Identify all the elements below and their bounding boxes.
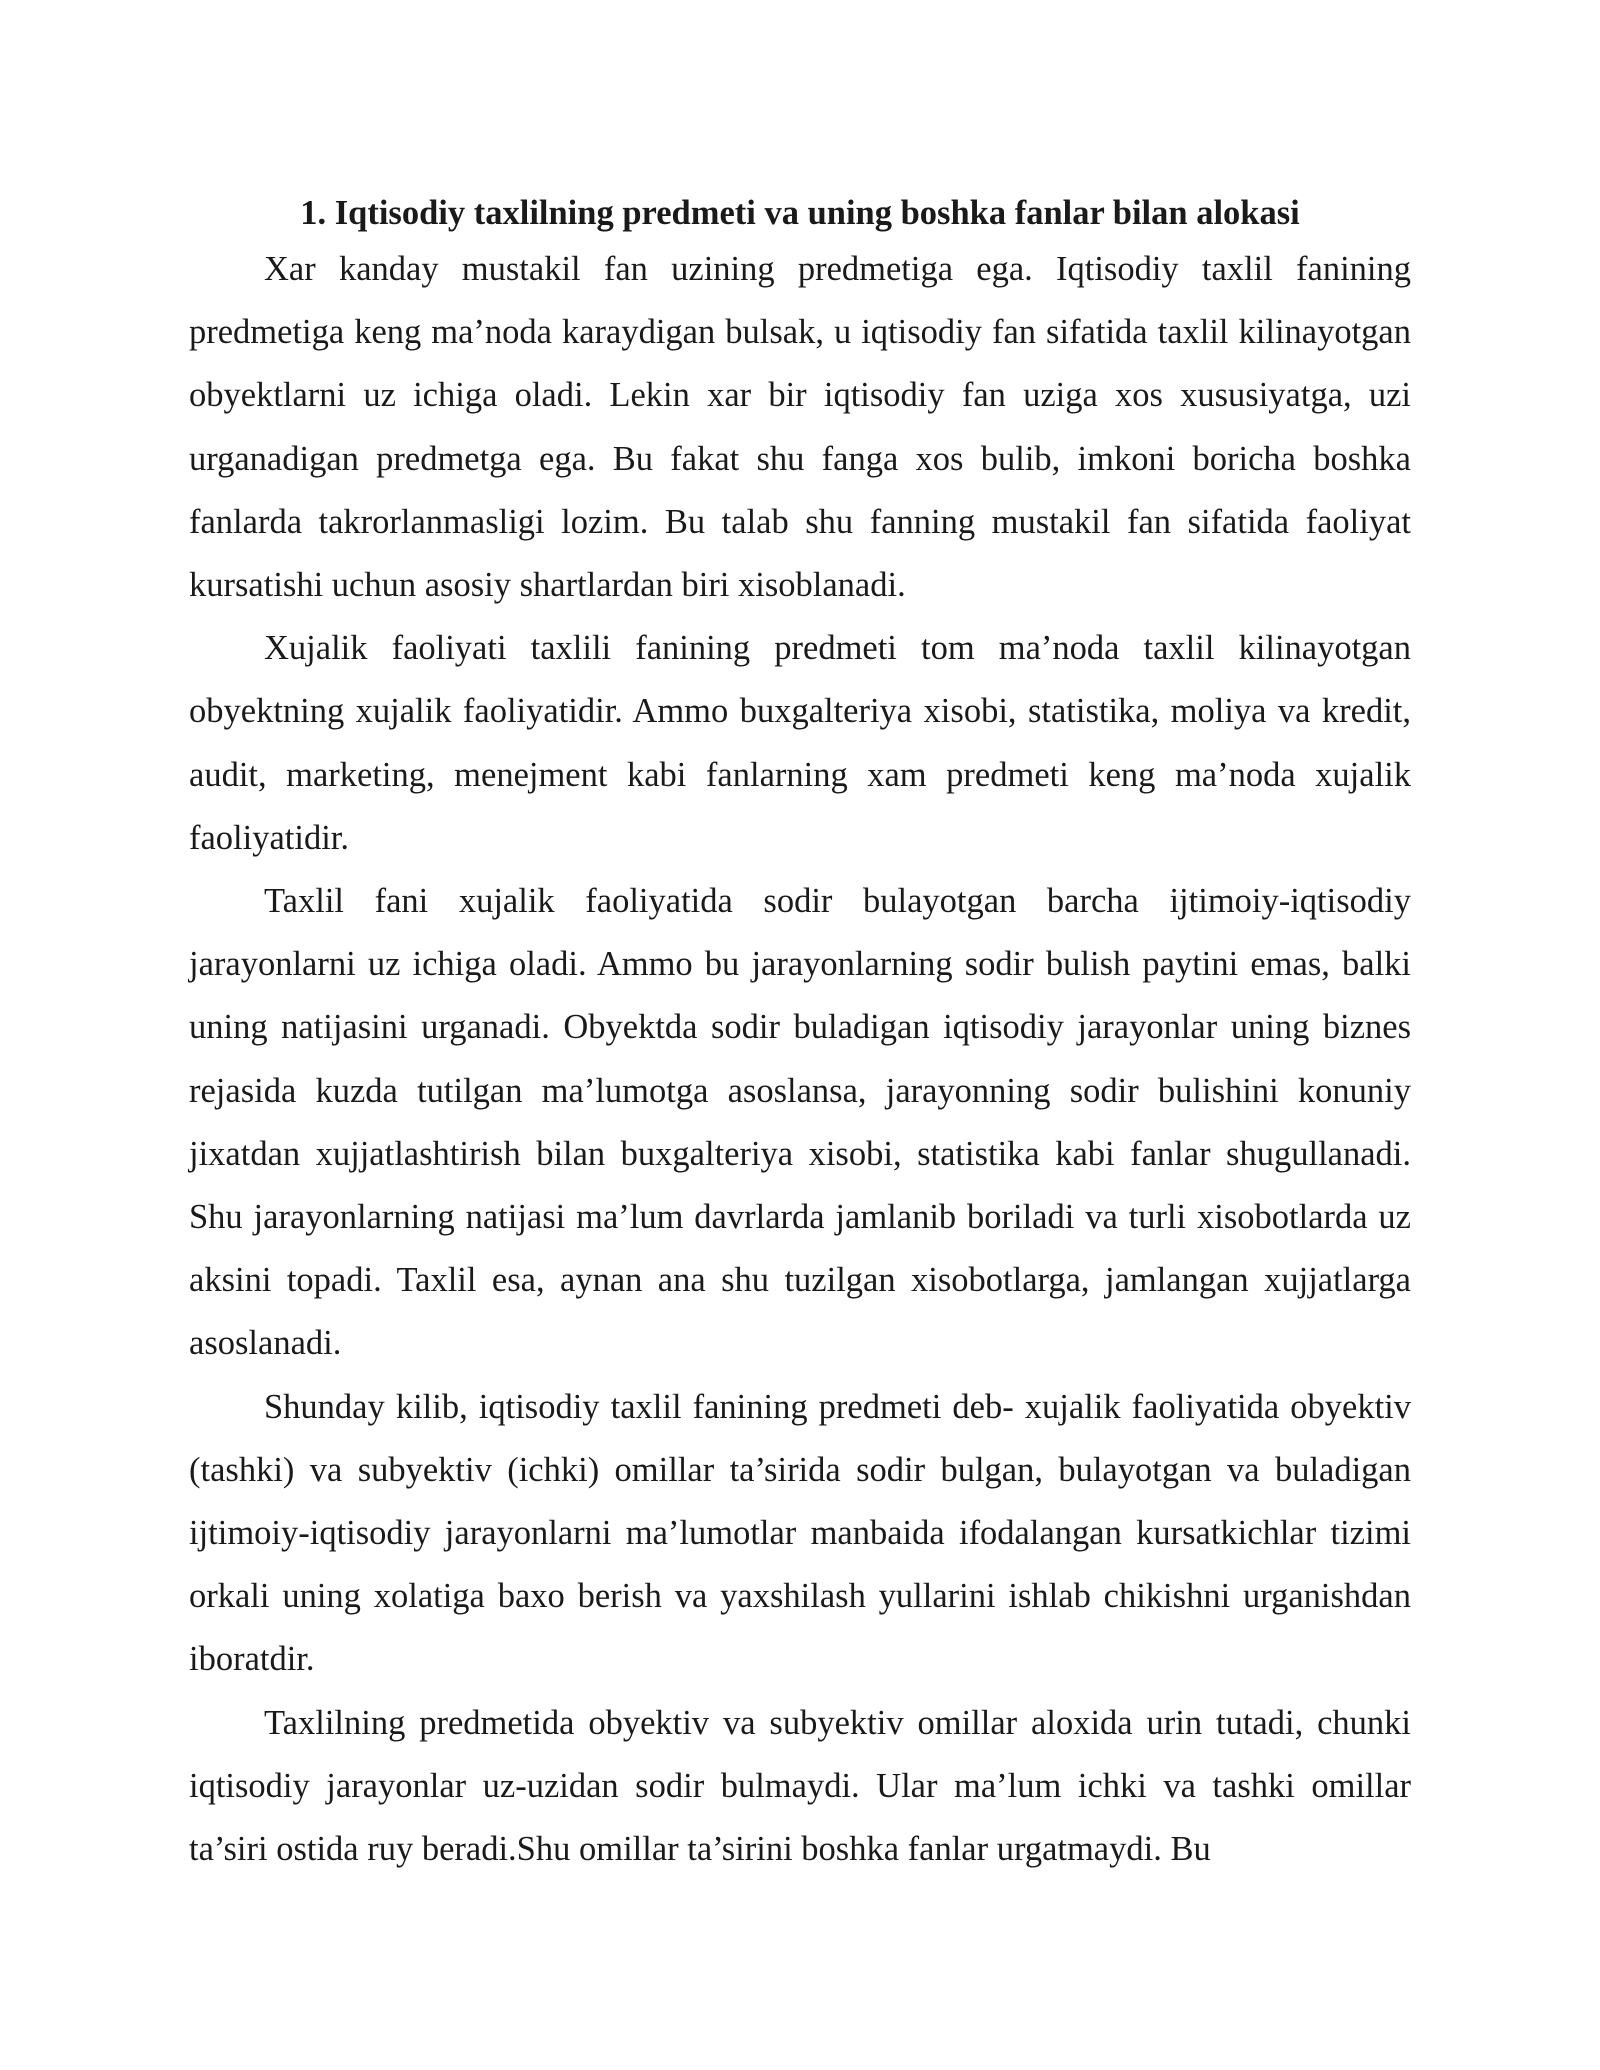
paragraph-2: Xujalik faoliyati taxlili fanining predmeti tom ma’noda taxlil kilinayotgan obyektning xujalik faoliyatidir. Ammo buxgalteriya xisobi, statistika, moliya va kredit, audit, marketing, menejment kabi fanlarning xam predmeti keng ma’noda xujalik faoliyatidir. <box>189 629 1411 857</box>
document-body <box>189 186 1411 1881</box>
paragraph-4: Shunday kilib, iqtisodiy taxlil fanining predmeti deb- xujalik faoliyatida obyektiv (tashki) va subyektiv (ichki) omillar ta’sirida sodir bulgan, bulayotgan va buladigan ijtimoiy-iqtisodiy jarayonlarni ma’lumotlar manbaida ifodalangan kursatkichlar tizimi orkali uning xolatiga baxo berish va yaxshilash yullarini ishlab chikishni urganishdan iboratdir. <box>189 1387 1411 1679</box>
section-heading: 1. Iqtisodiy taxlilning predmeti va uning boshka fanlar bilan alokasi <box>300 194 1300 232</box>
paragraph-3: Taxlil fani xujalik faoliyatida sodir bulayotgan barcha ijtimoiy-iqtisodiy jarayonlarni uz ichiga oladi. Ammo bu jarayonlarning sodir bulish paytini emas, balki uning natijasini urganadi. Obyektda sodir buladigan iqtisodiy jarayonlar uning biznes rejasida kuzda tutilgan ma’lumotga asoslansa, jarayonning sodir bulishini konuniy jixatdan xujjatlashtirish bilan buxgalteriya xisobi, statistika kabi fanlar shugullanadi. Shu jarayonlarning natijasi ma’lum davrlarda jamlanib boriladi va turli xisobotlarda uz aksini topadi. Taxlil esa, aynan ana shu tuzilgan xisobotlarga, jamlangan xujjatlarga asoslanadi. <box>189 882 1411 1363</box>
paragraph-1: Xar kanday mustakil fan uzining predmetiga ega. Iqtisodiy taxlil fanining predmetiga keng ma’noda karaydigan bulsak, u iqtisodiy fan sifatida taxlil kilinayotgan obyektlarni uz ichiga oladi. Lekin xar bir iqtisodiy fan uziga xos xususiyatga, uzi urganadigan predmetga ega. Bu fakat shu fanga xos bulib, imkoni boricha boshka fanlarda takrorlanmasligi lozim. Bu talab shu fanning mustakil fan sifatida faoliyat kursatishi uchun asosiy shartlardan biri xisoblanadi. <box>189 250 1411 605</box>
paragraph-5: Taxlilning predmetida obyektiv va subyektiv omillar aloxida urin tutadi, chunki iqtisodiy jarayonlar uz-uzidan sodir bulmaydi. Ular ma’lum ichki va tashki omillar ta’siri ostida ruy beradi.Shu omillar ta’sirini boshka fanlar urgatmaydi. Bu <box>189 1703 1411 1869</box>
